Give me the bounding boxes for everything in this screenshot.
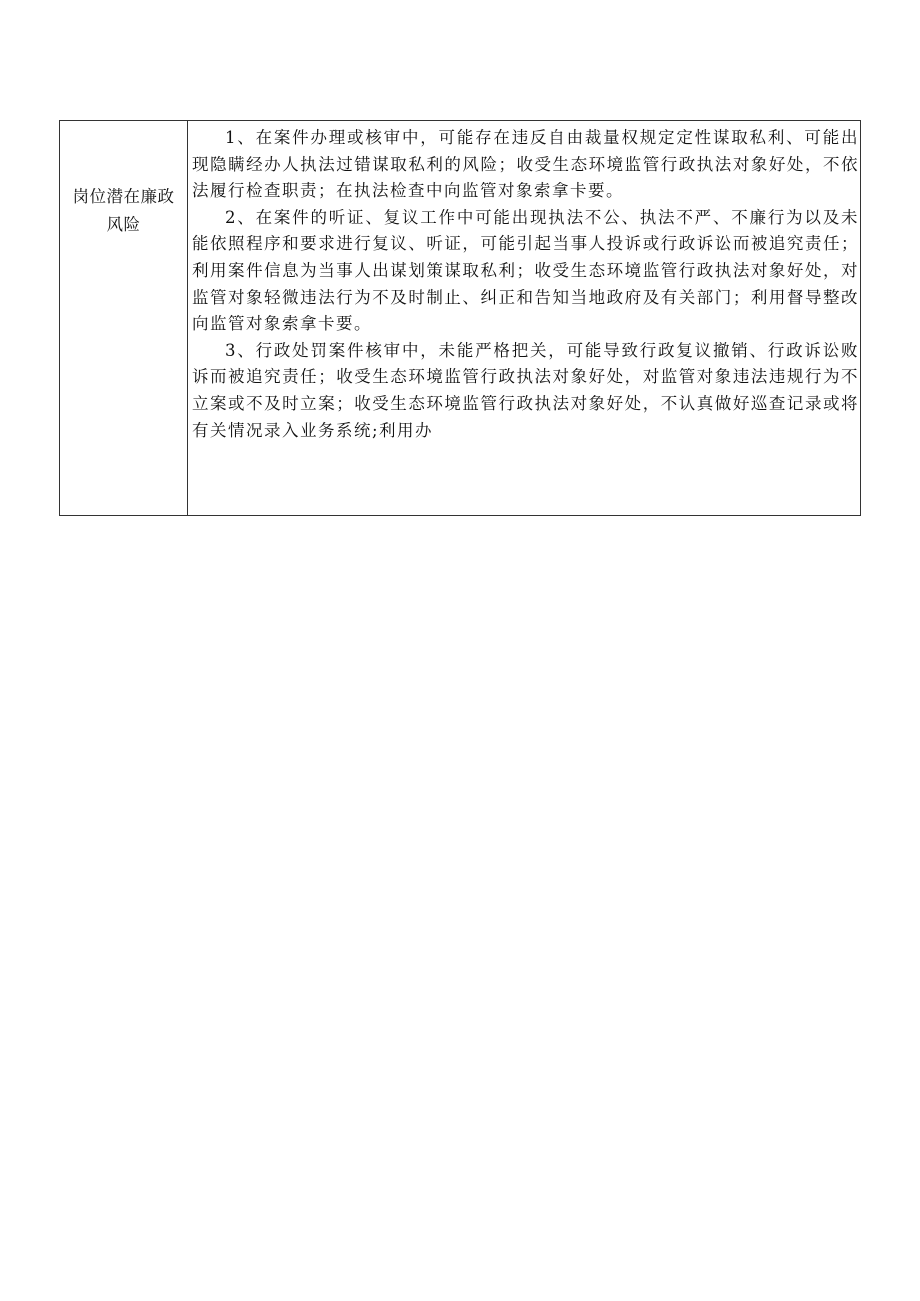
risk-content-cell	[188, 121, 860, 515]
risk-label-line-2: 风险	[106, 215, 141, 234]
risk-label-line-1: 岗位潜在廉政	[72, 187, 175, 206]
risk-paragraph-2: 2、在案件的听证、复议工作中可能出现执法不公、执法不严、不廉行为以及未能依照程序和要求进行复议、听证，可能引起当事人投诉或行政诉讼而被追究责任；利用案件信息为当事人出谋划策谋取私利；收受生态环境监管行政执法对象好处，对监管对象轻微违法行为不及时制止、纠正和告知当地政府及有关部门；利用督导整改向监管对象索拿卡要。	[192, 207, 859, 334]
risk-table	[59, 120, 861, 516]
risk-paragraph-3: 3、行政处罚案件核审中，未能严格把关，可能导致行政复议撤销、行政诉讼败诉而被追究责任；收受生态环境监管行政执法对象好处，对监管对象违法违规行为不立案或不及时立案；收受生态环境监管行政执法对象好处，不认真做好巡查记录或将有关情况录入业务系统;利用办	[192, 340, 859, 440]
risk-paragraph-1: 1、在案件办理或核审中，可能存在违反自由裁量权规定定性谋取私利、可能出现隐瞒经办人执法过错谋取私利的风险；收受生态环境监管行政执法对象好处，不依法履行检查职责；在执法检查中向监管对象索拿卡要。	[192, 128, 859, 201]
risk-label-cell	[60, 121, 188, 515]
